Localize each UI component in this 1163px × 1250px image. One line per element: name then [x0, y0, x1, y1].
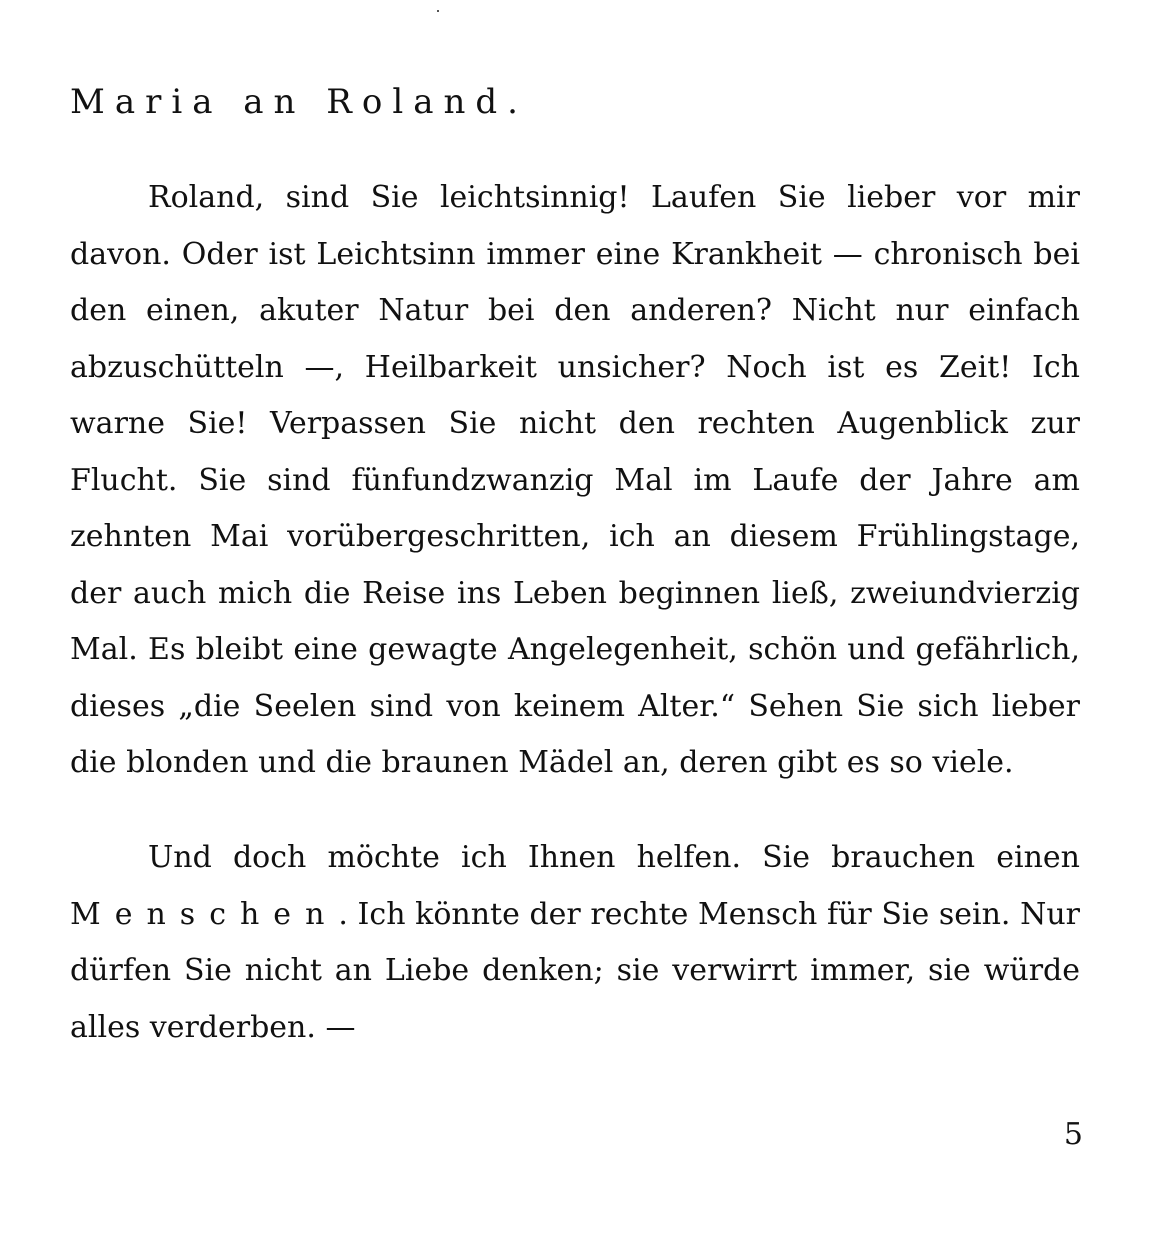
paragraph-2 [70, 830, 1080, 1060]
page-number: 5 [1063, 1117, 1083, 1152]
paragraph-1: Roland, sind Sie leichtsinnig! Laufen Sie lieber vor mir davon. Oder ist Leichtsinn immer eine Krankheit — chronisch bei den einen, akuter Natur bei den anderen? Nicht nur einfach abzuschütteln —, Heilbarkeit unsicher? Noch ist es Zeit! Ich warne Sie! Verpassen Sie nicht den rechten Augenblick zur Flucht. Sie sind fünfundzwanzig Mal im Laufe der Jahre am zehnten Mai vorübergeschritten, ich an diesem Frühlingstage, der auch mich die Reise ins Leben beginnen ließ, zweiundvierzig Mal. Es bleibt eine gewagte Angelegenheit, schön und gefährlich, dieses „die Seelen sind von keinem Alter.“ Sehen Sie sich lieber die blonden und die braunen Mädel an, deren gibt es so viele. [70, 180, 1080, 780]
letter-heading: Maria an Roland. [70, 82, 528, 122]
paragraph-2-end: . Ich könnte der rechte Mensch für Sie sein. Nur dürfen Sie nicht an Liebe denken; sie verwirrt immer, sie würde alles verderben. — [70, 896, 1080, 1045]
letter-body [70, 170, 1080, 1060]
paragraph-2-start: Und doch möchte ich Ihnen helfen. Sie brauchen einen [148, 840, 1080, 875]
spaced-word: Menschen [70, 896, 339, 932]
print-speck [437, 10, 439, 12]
